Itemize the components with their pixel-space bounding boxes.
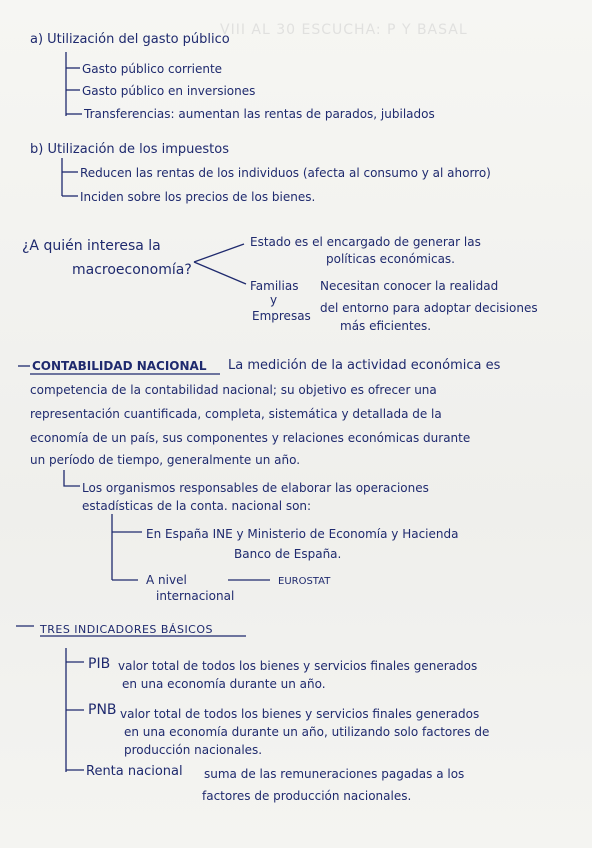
renta-definition-2: factores de producción nacionales. [202,789,412,803]
bleed-through-text: VIII AL 30 ESCUCHA: P Y BASAL [220,22,468,38]
section-b-item: Reducen las rentas de los individuos (afecta al consumo y al ahorro) [80,166,491,180]
intl-value: EUROSTAT [278,576,331,587]
answer-familias-line-3: más eficientes. [340,319,432,333]
intl-label: A nivel [146,573,187,587]
pnb-definition-2: en una economía durante un año, utilizando solo factores de [124,725,490,739]
contabilidad-text: competencia de la contabilidad nacional; su objetivo es ofrecer una [30,383,437,397]
pib-label: PIB [88,656,111,672]
organismos-text: Los organismos responsables de elaborar las operaciones [82,481,429,495]
renta-label: Renta nacional [86,764,183,779]
section-a-item: Gasto público corriente [82,62,223,76]
section-a-title: a) Utilización del gasto público [30,32,230,47]
section-b-item: Inciden sobre los precios de los bienes. [80,190,316,204]
answer-familias: Familias [250,279,299,293]
pib-definition: valor total de todos los bienes y servicios finales generados [118,659,478,673]
renta-definition: suma de las remuneraciones pagadas a los [204,767,465,781]
answer-empresas: Empresas [252,309,311,323]
contabilidad-heading: CONTABILIDAD NACIONAL [32,359,207,373]
spain-organismos-2: Banco de España. [234,547,342,561]
section-a-item: Transferencias: aumentan las rentas de parados, jubilados [84,107,435,121]
answer-conj: y [270,293,278,307]
pnb-definition-3: producción nacionales. [124,743,263,757]
pib-definition-2: en una economía durante un año. [122,677,326,691]
spain-organismos: En España INE y Ministerio de Economía y Hacienda [146,527,459,541]
contabilidad-text: representación cuantificada, completa, sistemática y detallada de la [30,407,442,421]
indicadores-heading: TRES INDICADORES BÁSICOS [40,623,214,636]
intl-label-2: internacional [156,589,235,603]
organismos-text: estadísticas de la conta. nacional son: [82,499,312,513]
question-line-2: macroeconomía? [72,262,192,278]
contabilidad-text: La medición de la actividad económica es [228,358,501,373]
answer-familias-line-1: Necesitan conocer la realidad [320,279,499,293]
answer-estado-2: políticas económicas. [326,252,455,266]
contabilidad-text: un período de tiempo, generalmente un año. [30,453,301,467]
question-line-1: ¿A quién interesa la [22,238,161,254]
answer-estado-1: Estado es el encargado de generar las [250,235,481,249]
answer-familias-line-2: del entorno para adoptar decisiones [320,301,538,315]
pnb-definition: valor total de todos los bienes y servicios finales generados [120,707,480,721]
section-a-item: Gasto público en inversiones [82,84,256,98]
section-b-title: b) Utilización de los impuestos [30,142,229,157]
pnb-label: PNB [88,702,117,718]
contabilidad-text: economía de un país, sus componentes y relaciones económicas durante [30,431,471,445]
